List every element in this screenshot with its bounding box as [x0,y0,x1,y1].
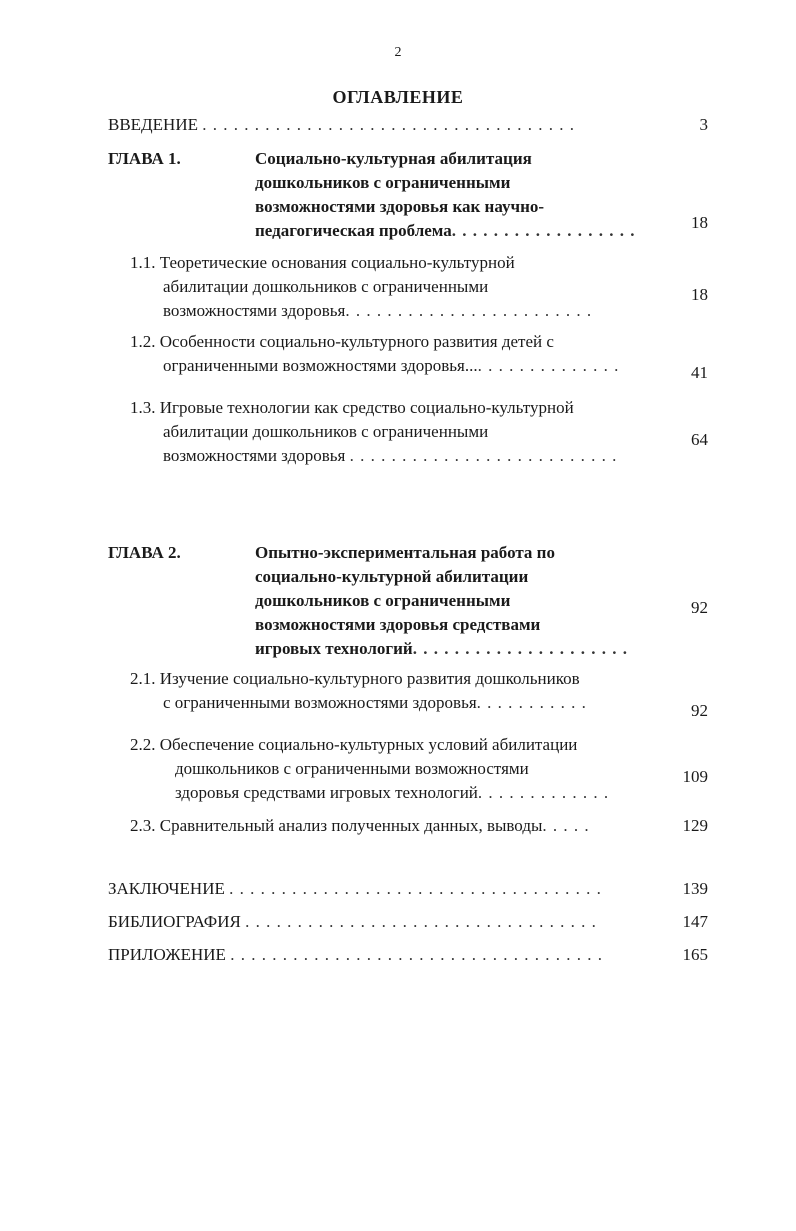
section-2-2-line: дошкольников с ограниченными возможностями [175,759,529,778]
chapter-2-title-line: социально-культурной абилитации [255,567,529,586]
toc-leader-dots: . . . . . [542,816,590,835]
chapter-1-title-line: дошкольников с ограниченными [255,173,511,192]
toc-intro-page: 3 [699,115,708,134]
toc-bibliography-page: 147 [682,912,708,931]
section-2-3-page: 129 [682,816,708,835]
toc-leader-dots: . . . . . . . . . . . . . . . . . . [451,221,636,240]
chapter-2-title-line: возможностями здоровья средствами [255,615,541,634]
section-1-2-line: ограниченными возможностями здоровья... [163,356,478,375]
chapter-1-title-line: Социально-культурная абилитация [255,149,532,168]
toc-leader-dots: . . . . . . . . . . . . . . [477,356,620,375]
section-2-1-page: 92 [691,701,708,720]
toc-leader-dots: . . . . . . . . . . . . . . . . . . . . . . . . . . . . . . . . . . . . [230,945,603,964]
section-2-2-line: здоровья средствами игровых технологий [175,783,478,802]
section-1-3-line: возможностями здоровья [163,446,346,465]
section-1-3-line: абилитации дошкольников с ограниченными [163,422,489,441]
section-2-2-page: 109 [682,767,708,786]
chapter-2-page: 92 [691,598,708,617]
chapter-2-label: ГЛАВА 2. [108,543,181,562]
section-1-3-line: 1.3. Игровые технологии как средство социально-культурной [130,398,574,417]
toc-appendix-label: ПРИЛОЖЕНИЕ [108,945,226,964]
toc-leader-dots: . . . . . . . . . . . . . . . . . . . . . . . . . . . . . . . . . . [245,912,597,931]
chapter-1-title-line: педагогическая проблема [255,221,452,240]
chapter-2-title-line: игровых технологий [255,639,413,658]
toc-conclusion-page: 139 [682,879,708,898]
section-1-1-line: возможностями здоровья [163,301,346,320]
section-1-2-line: 1.2. Особенности социально-культурного развития детей с [130,332,554,351]
toc-intro-label: ВВЕДЕНИЕ [108,115,198,134]
chapter-2-title-line: дошкольников с ограниченными [255,591,511,610]
toc-leader-dots: . . . . . . . . . . . . . . . . . . . . . . . . . . . . . . . . . . . . [202,115,575,134]
section-1-1-line: 1.1. Теоретические основания социально-культурной [130,253,515,272]
toc-leader-dots: . . . . . . . . . . . . . . . . . . . . . . . . [345,301,593,320]
toc-leader-dots: . . . . . . . . . . . . . [477,783,610,802]
section-1-2-page: 41 [691,363,708,382]
section-2-1-line: с ограниченными возможностями здоровья [163,693,477,712]
page-title: ОГЛАВЛЕНИЕ [332,87,464,107]
toc-appendix-page: 165 [682,945,708,964]
toc-bibliography-label: БИБЛИОГРАФИЯ [108,912,241,931]
section-1-1-page: 18 [691,285,708,304]
section-2-2-line: 2.2. Обеспечение социально-культурных условий абилитации [130,735,578,754]
toc-leader-dots: . . . . . . . . . . . . . . . . . . . . . [412,639,628,658]
page-number: 2 [394,45,402,60]
chapter-1-label: ГЛАВА 1. [108,149,181,168]
section-2-1-line: 2.1. Изучение социально-культурного развития дошкольников [130,669,580,688]
toc-leader-dots: . . . . . . . . . . . . . . . . . . . . . . . . . . . . . . . . . . . . [229,879,602,898]
section-1-3-page: 64 [691,430,708,449]
toc-leader-dots: . . . . . . . . . . . . . . . . . . . . . . . . . . [349,446,618,465]
chapter-1-title-line: возможностями здоровья как научно- [255,197,545,216]
chapter-1-page: 18 [691,213,708,232]
toc-conclusion-label: ЗАКЛЮЧЕНИЕ [108,879,225,898]
section-2-3-line: 2.3. Сравнительный анализ полученных данных, выводы [130,816,543,835]
toc-leader-dots: . . . . . . . . . . . [476,693,587,712]
section-1-1-line: абилитации дошкольников с ограниченными [163,277,489,296]
chapter-2-title-line: Опытно-экспериментальная работа по [255,543,555,562]
